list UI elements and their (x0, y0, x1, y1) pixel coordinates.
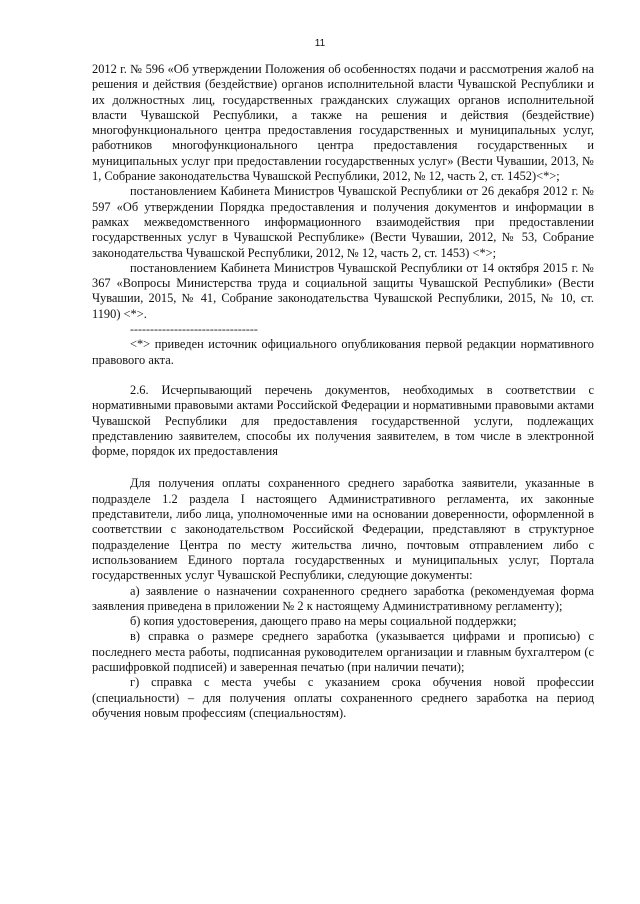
footnote-text: <*> приведен источник официального опубликования первой редакции нормативного правового акта. (92, 337, 594, 367)
page-number: 11 (314, 38, 326, 49)
paragraph-resolution-367: постановлением Кабинета Министров Чувашской Республики от 14 октября 2015 г. № 367 «Вопросы Министерства труда и социальной защиты Чувашской Республики» (Вести Чувашии, 2015, № 41, Собрание законодательства Чувашской Республики, 2015, № 10, ст. 1190) <*>. (92, 260, 594, 321)
document-body (92, 62, 594, 721)
paragraph-documents-intro: Для получения оплаты сохраненного среднего заработка заявители, указанные в подразделе 1.2 раздела I настоящего Административного регламента, их законные представители, либо лица, уполномоченные ими на основании доверенности, оформленной в соответствии с законодательством Российской Федерации, представляют в структурное подразделение Центра по месту жительства лично, почтовым отправлением либо с использованием Единого портала государственных и муниципальных услуг, Портала государственных услуг Чувашской Республики, следующие документы: (92, 476, 594, 583)
paragraph-resolution-596-continued: 2012 г. № 596 «Об утверждении Положения об особенностях подачи и рассмотрения жалоб на решения и действия (бездействие) органов исполнительной власти Чувашской Республики и их должностных лиц, государственных гражданских служащих органов исполнительной власти Чувашской Республики, а также на решения и действия (бездействие) многофункционального центра предоставления государственных и муниципальных услуг, работников многофункционального центра предоставления государственных и муниципальных услуг при предоставлении государственных услуг» (Вести Чувашии, 2013, № 1, Собрание законодательства Чувашской Республики, 2012, № 12, часть 2, ст. 1452)<*>; (92, 62, 594, 184)
list-item-v: в) справка о размере среднего заработка (указывается цифрами и прописью) с последнего места работы, подписанная руководителем организации и главным бухгалтером (с расшифровкой подписей) и заверенная печатью (при наличии печати); (92, 629, 594, 674)
section-heading-2-6: 2.6. Исчерпывающий перечень документов, необходимых в соответствии с нормативными правовыми актами Российской Федерации и нормативными правовыми актами Чувашской Республики для предоставления государственной услуги, подлежащих представлению заявителем, способы их получения заявителем, в том числе в электронной форме, порядок их предоставления (92, 382, 594, 459)
paragraph-resolution-597: постановлением Кабинета Министров Чувашской Республики от 26 декабря 2012 г. № 597 «Об утверждении Порядка предоставления и получения документов и информации в рамках межведомственного информационного взаимодействия при предоставлении государственных услуг в Чувашской Республике» (Вести Чувашии, 2012, № 53, Собрание законодательства Чувашской Республики, 2012, № 12, часть 2, ст. 1453) <*>; (92, 184, 594, 260)
list-item-g: г) справка с места учебы с указанием срока обучения новой профессии (специальности) – для получения оплаты сохраненного среднего заработка на период обучения новым профессиям (специальностям). (92, 675, 594, 720)
list-item-a: а) заявление о назначении сохраненного среднего заработка (рекомендуемая форма заявления приведена в приложении № 2 к настоящему Административному регламенту); (92, 583, 594, 613)
footnote-separator: -------------------------------- (130, 322, 258, 337)
list-item-b: б) копия удостоверения, дающего право на меры социальной поддержки; (130, 614, 517, 629)
